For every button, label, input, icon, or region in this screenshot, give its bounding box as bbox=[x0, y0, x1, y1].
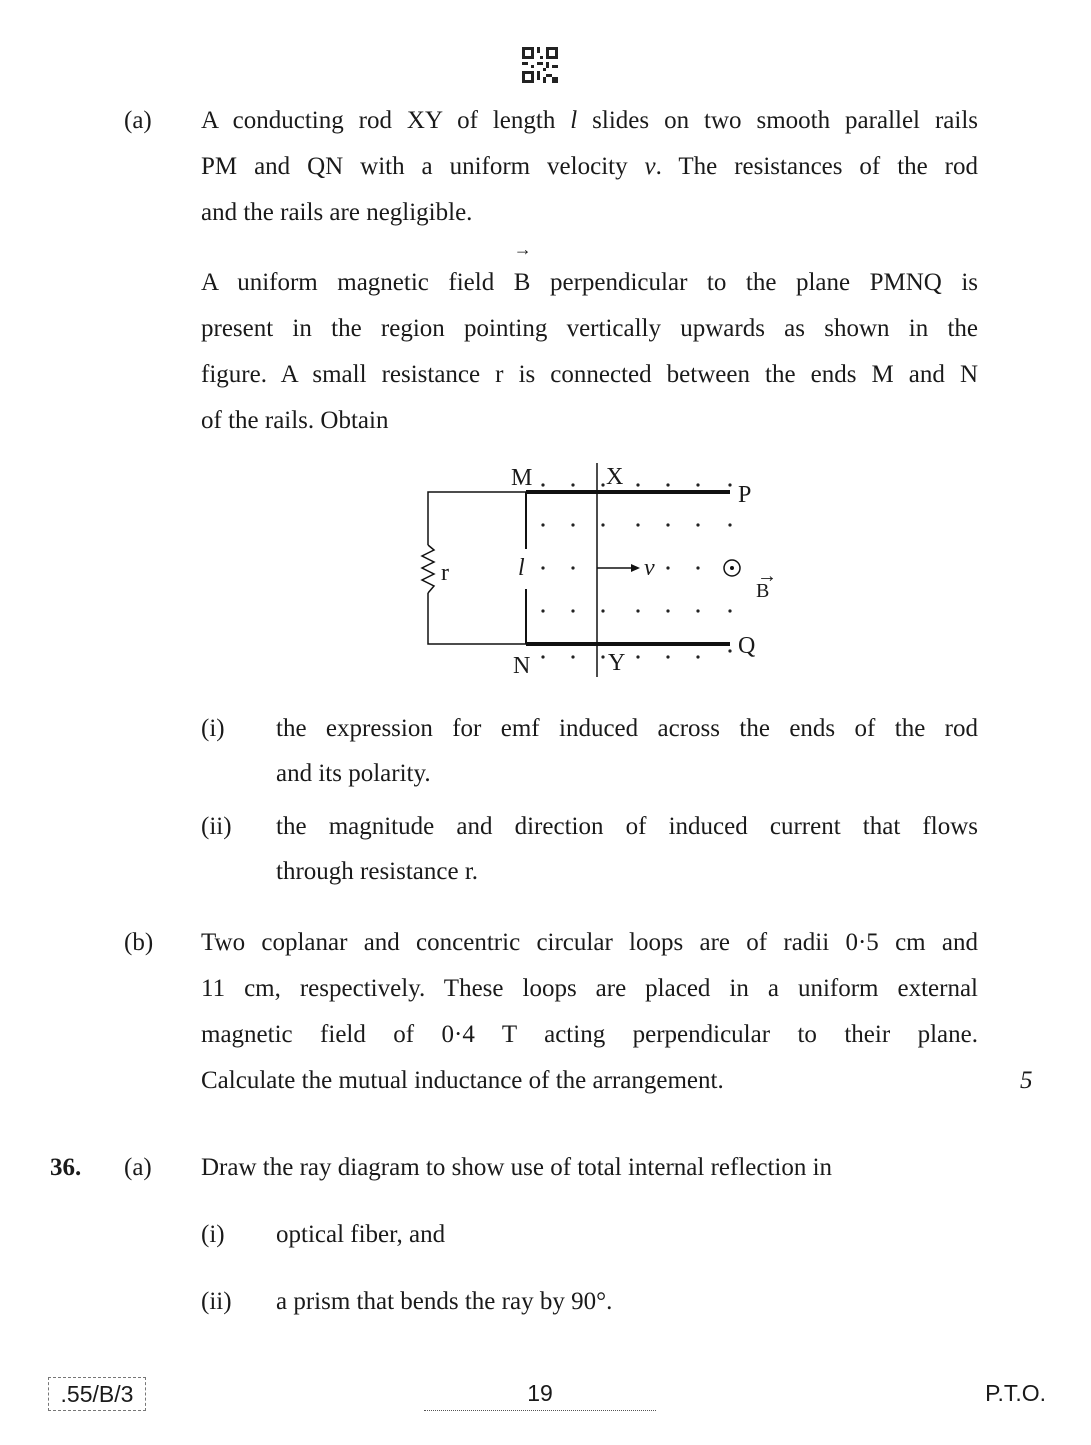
q35-part-ii-label: (ii) bbox=[201, 813, 232, 840]
q35-a-line-3: and the rails are negligible. bbox=[201, 199, 473, 226]
qr-code-icon bbox=[522, 47, 558, 83]
q35-part-i-line-1: the expression for emf induced across the ends of the rod bbox=[276, 715, 978, 742]
q35-part-ii-line-2: through resistance r. bbox=[276, 858, 479, 885]
q35-b-line-2: 11 cm, respectively. These loops are placed in a uniform external bbox=[201, 975, 978, 1002]
q35-part-a-label: (a) bbox=[124, 107, 152, 134]
q36-a-text: Draw the ray diagram to show use of total internal reflection in bbox=[201, 1154, 833, 1181]
label-b-arrow: → bbox=[757, 565, 777, 587]
resistor-symbol bbox=[422, 545, 434, 593]
q35-a-line-2: PM and QN with a uniform velocity v. The resistances of the rod bbox=[201, 153, 979, 180]
label-x: X bbox=[606, 464, 624, 490]
question-36-number: 36. bbox=[50, 1154, 82, 1181]
paper-code: .55/B/3 bbox=[48, 1377, 146, 1411]
q35-part-b-label: (b) bbox=[124, 929, 154, 956]
q35-a-line-1: A conducting rod XY of length l slides on two smooth parallel rails bbox=[201, 107, 978, 134]
label-y: Y bbox=[608, 650, 626, 676]
q35-a-para2-line-1: A uniform magnetic field → B perpendicular to the plane PMNQ is bbox=[201, 260, 978, 306]
label-n: N bbox=[513, 653, 531, 679]
field-dots bbox=[541, 483, 731, 658]
q35-part-i-line-2: and its polarity. bbox=[276, 760, 431, 787]
q36-part-i-label: (i) bbox=[201, 1221, 225, 1248]
page-number: 19 bbox=[424, 1378, 656, 1411]
q35-b-line-4: Calculate the mutual inductance of the arrangement. bbox=[201, 1067, 724, 1094]
q35-b-line-3: magnetic field of 0·4 T acting perpendicular to their plane. bbox=[201, 1021, 978, 1048]
q36-part-ii-text: a prism that bends the ray by 90°. bbox=[276, 1288, 613, 1315]
q35-a-para2-line-3: figure. A small resistance r is connected between the ends M and N bbox=[201, 361, 978, 388]
rails-circuit-diagram bbox=[410, 455, 790, 695]
vector-b-symbol: → B bbox=[513, 239, 532, 296]
label-m: M bbox=[511, 465, 533, 491]
q36-part-a-label: (a) bbox=[124, 1154, 152, 1181]
label-p: P bbox=[738, 482, 752, 508]
label-v: v bbox=[644, 555, 655, 581]
label-b: B bbox=[756, 580, 770, 602]
q35-a-para2-line-2: present in the region pointing vertically upwards as shown in the bbox=[201, 315, 978, 342]
q35-part-ii-line-1: the magnitude and direction of induced current that flows bbox=[276, 813, 978, 840]
q36-part-i-text: optical fiber, and bbox=[276, 1221, 446, 1248]
q35-a-para2-line-4: of the rails. Obtain bbox=[201, 407, 389, 434]
q35-part-i-label: (i) bbox=[201, 715, 225, 742]
label-r: r bbox=[441, 560, 449, 586]
q36-part-ii-label: (ii) bbox=[201, 1288, 232, 1315]
marks: 5 bbox=[1020, 1067, 1033, 1094]
label-l: l bbox=[518, 555, 525, 581]
q35-b-line-1: Two coplanar and concentric circular loops are of radii 0·5 cm and bbox=[201, 929, 978, 956]
label-q: Q bbox=[738, 633, 756, 659]
please-turn-over: P.T.O. bbox=[985, 1380, 1046, 1406]
